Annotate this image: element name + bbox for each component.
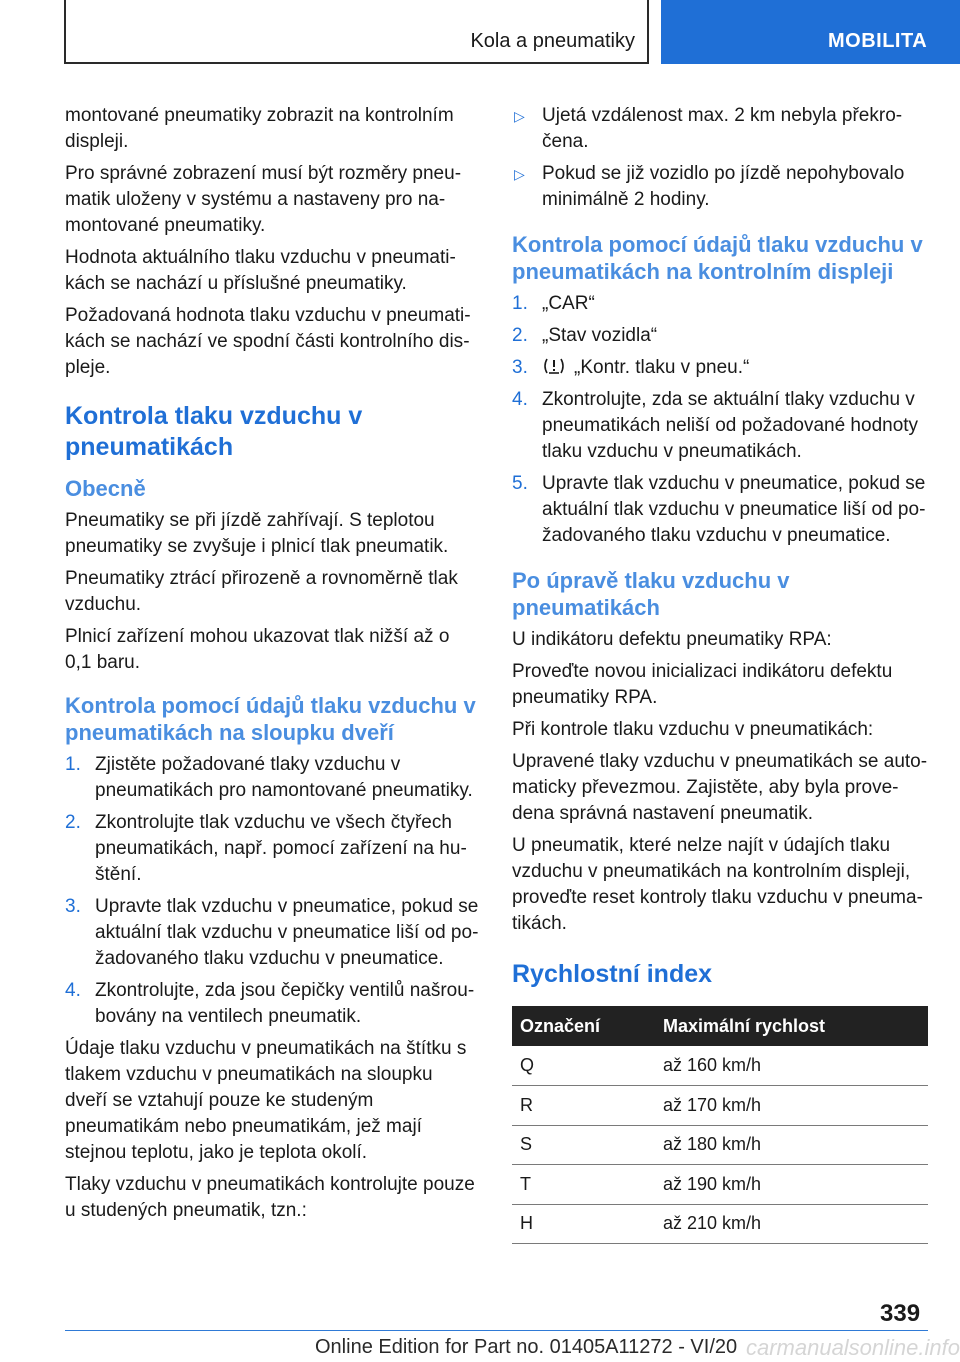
- chapter-tab: [661, 0, 960, 64]
- list-item: [65, 810, 480, 888]
- table-row: [512, 1165, 928, 1205]
- step-text: „CAR“: [542, 293, 595, 314]
- triangle-right-icon: ▷: [514, 166, 525, 182]
- list-item: [65, 894, 480, 972]
- step-text: Zkontrolujte, zda jsou čepičky ventilů našroubovány na ventilech pneumatik.: [95, 980, 475, 1027]
- paragraph: Proveďte novou inicializaci indikátoru defektu pneumatiky RPA.: [512, 661, 893, 708]
- cell-speed: až 210 km/h: [659, 1204, 928, 1244]
- step-text: Upravte tlak vzduchu v pneumatice, pokud se aktuální tlak vzduchu v pneumatice liší od požadovaného tlaku vzduchu v pneumatice.: [95, 896, 479, 969]
- step-text: „Stav vozidla“: [542, 325, 658, 346]
- paragraph: U pneumatik, které nelze najít v údajích tlaku vzduchu v pneumatikách na kontrolním displeji, proveďte reset kontroly tlaku vzduchu v pneumatikách.: [512, 835, 923, 934]
- paragraph: Při kontrole tlaku vzduchu v pneumatikách:: [512, 719, 874, 740]
- table-row: [512, 1204, 928, 1244]
- list-item: [512, 291, 928, 317]
- header-section-box: [64, 0, 649, 64]
- cell-speed: až 180 km/h: [659, 1125, 928, 1165]
- chapter-tab-label: MOBILITA: [828, 30, 928, 52]
- step-number: 5.: [512, 473, 528, 494]
- heading-display-check: Kontrola pomocí údajů tlaku vzduchu v pneumatikách na kontrolním displeji: [512, 232, 923, 284]
- heading-speed-index: Rychlostní index: [512, 960, 713, 988]
- list-item: [512, 387, 928, 465]
- step-number: 3.: [65, 896, 81, 917]
- watermark: carmanualsonline.info: [745, 1335, 960, 1360]
- heading-door-pillar-check: Kontrola pomocí údajů tlaku vzduchu v pneumatikách na sloupku dveří: [65, 693, 476, 745]
- column-header-code: Označení: [512, 1006, 659, 1046]
- column-header-max-speed: Maximální rychlost: [659, 1006, 928, 1046]
- cold-tire-conditions: [512, 103, 928, 213]
- list-item: [65, 978, 480, 1030]
- footer: [0, 1335, 960, 1362]
- list-item: [512, 355, 928, 381]
- list-item: [512, 471, 928, 549]
- list-item: [65, 752, 480, 804]
- cell-code: R: [512, 1086, 659, 1126]
- speed-index-table: [512, 1006, 928, 1244]
- cell-code: T: [512, 1165, 659, 1205]
- section-title: Kola a pneumatiky: [470, 30, 635, 52]
- paragraph: Údaje tlaku vzduchu v pneumatikách na štítku s tlakem vzduchu v pneumatikách na sloupku dveří se vztahují pouze ke studeným pneumatikám nebo pneumatikám, jež mají stejnou teplotu, jako je teplota okolí.: [65, 1038, 467, 1163]
- paragraph: montované pneumatiky zobrazit na kontrolním displeji.: [65, 105, 454, 152]
- step-number: 1.: [512, 293, 528, 314]
- cell-code: Q: [512, 1046, 659, 1086]
- paragraph: Pro správné zobrazení musí být rozměry pneumatik uloženy v systému a nastaveny pro namontované pneumatiky.: [65, 163, 462, 236]
- paragraph: Pneumatiky ztrácí přirozeně a rovnoměrně tlak vzduchu.: [65, 568, 458, 615]
- page-number: 339: [880, 1300, 921, 1327]
- bullet-text: Pokud se již vozidlo po jízdě nepohybovalo minimálně 2 hodiny.: [542, 163, 905, 210]
- heading-tire-pressure-check: Kontrola tlaku vzduchu v pneumatikách: [65, 402, 363, 461]
- list-item: [512, 161, 928, 213]
- step-number: 1.: [65, 754, 81, 775]
- table-header-row: [512, 1006, 928, 1046]
- cell-speed: až 160 km/h: [659, 1046, 928, 1086]
- bullet-text: Ujetá vzdálenost max. 2 km nebyla překročena.: [542, 105, 903, 152]
- cell-speed: až 190 km/h: [659, 1165, 928, 1205]
- step-number: 3.: [512, 357, 528, 378]
- paragraph: Požadovaná hodnota tlaku vzduchu v pneumatikách se nachází ve spodní části kontrolního displeje.: [65, 305, 471, 378]
- step-text: „Kontr. tlaku v pneu.“: [574, 357, 750, 378]
- paragraph: Hodnota aktuálního tlaku vzduchu v pneumatikách se nachází u příslušné pneumatiky.: [65, 247, 456, 294]
- step-number: 4.: [512, 389, 528, 410]
- step-text: Zjistěte požadované tlaky vzduchu v pneumatikách pro namontované pneumatiky.: [95, 754, 473, 801]
- paragraph: Tlaky vzduchu v pneumatikách kontrolujte pouze u studených pneumatik, tzn.:: [65, 1174, 475, 1221]
- table-row: [512, 1046, 928, 1086]
- right-column: [512, 103, 928, 1244]
- footer-divider: [65, 1330, 928, 1331]
- list-item: [512, 103, 928, 155]
- display-steps: [512, 291, 928, 549]
- step-text: Upravte tlak vzduchu v pneumatice, pokud se aktuální tlak vzduchu v pneumatice liší od požadovaného tlaku vzduchu v pneumatice.: [542, 473, 926, 546]
- cell-speed: až 170 km/h: [659, 1086, 928, 1126]
- table-row: [512, 1086, 928, 1126]
- edition-text: Online Edition for Part no. 01405A11272 - VI/20: [315, 1336, 738, 1358]
- paragraph: U indikátoru defektu pneumatiky RPA:: [512, 629, 832, 650]
- triangle-right-icon: ▷: [514, 108, 525, 124]
- paragraph: Plnicí zařízení mohou ukazovat tlak nižší až o 0,1 baru.: [65, 626, 450, 673]
- step-text: Zkontrolujte tlak vzduchu ve všech čtyřech pneumatikách, např. pomocí zařízení na huštění.: [95, 812, 467, 885]
- paragraph: Upravené tlaky vzduchu v pneumatikách se automaticky převezmou. Zajistěte, aby byla provedena správná nastavení pneumatik.: [512, 751, 928, 824]
- step-number: 4.: [65, 980, 81, 1001]
- step-number: 2.: [512, 325, 528, 346]
- table-row: [512, 1125, 928, 1165]
- step-text: Zkontrolujte, zda se aktuální tlaky vzduchu v pneumatikách neliší od požadované hodnoty tlaku vzduchu v pneumatikách.: [542, 389, 919, 462]
- list-item: [512, 323, 928, 349]
- heading-after-adjustment: Po úpravě tlaku vzduchu v pneumatikách: [512, 568, 790, 620]
- heading-general: Obecně: [65, 476, 146, 501]
- step-number: 2.: [65, 812, 81, 833]
- left-column: [65, 103, 480, 1230]
- cell-code: H: [512, 1204, 659, 1244]
- tire-pressure-warning-icon: [542, 356, 566, 376]
- door-pillar-steps: [65, 752, 480, 1030]
- paragraph: Pneumatiky se při jízdě zahřívají. S teplotou pneumatiky se zvyšuje i plnicí tlak pneumatik.: [65, 510, 449, 557]
- cell-code: S: [512, 1125, 659, 1165]
